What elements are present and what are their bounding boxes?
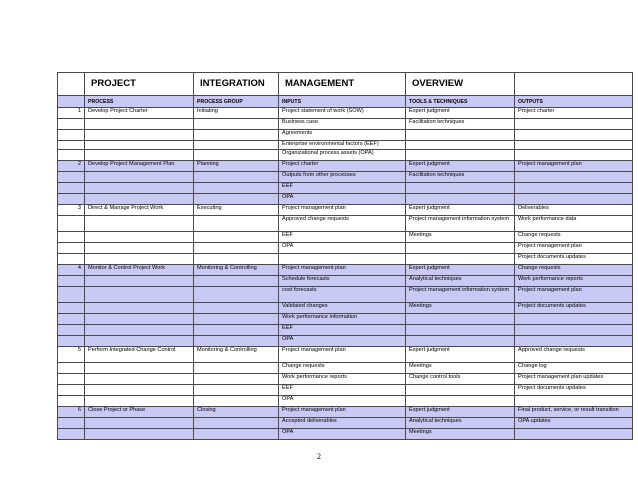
process-cell <box>85 150 194 161</box>
table-row <box>58 347 633 363</box>
table-row <box>58 108 633 119</box>
process-cell <box>85 216 194 232</box>
input-cell: OPA <box>279 336 406 347</box>
tool-cell <box>406 336 515 347</box>
process-group-cell <box>194 385 279 396</box>
table-row <box>58 325 633 336</box>
table-row <box>58 287 633 303</box>
tool-cell <box>406 396 515 407</box>
row-number <box>58 150 85 161</box>
process-cell: Monitor & Control Project Work <box>85 265 194 276</box>
table-row <box>58 216 633 232</box>
process-cell <box>85 363 194 374</box>
process-cell <box>85 418 194 429</box>
table-row <box>58 119 633 130</box>
table-row <box>58 429 633 440</box>
input-cell: Organizational process assets (OPA) <box>279 150 406 161</box>
column-header-process-group: PROCESS GROUP <box>194 96 279 108</box>
table-row <box>58 276 633 287</box>
row-number <box>58 418 85 429</box>
input-cell: Project management plan <box>279 205 406 216</box>
output-cell: Project charter <box>515 108 633 119</box>
table-row <box>58 418 633 429</box>
process-group-cell: Monitoring & Controlling <box>194 265 279 276</box>
output-cell <box>515 325 633 336</box>
process-cell <box>85 276 194 287</box>
process-cell <box>85 172 194 183</box>
tool-cell: Analytical techniques <box>406 418 515 429</box>
table-row <box>58 303 633 314</box>
row-number: 3 <box>58 205 85 216</box>
process-cell <box>85 314 194 325</box>
tool-cell: Project management information system <box>406 287 515 303</box>
tool-cell <box>406 130 515 141</box>
table-row <box>58 243 633 254</box>
output-cell <box>515 119 633 130</box>
process-group-cell <box>194 396 279 407</box>
input-cell: cost forecasts <box>279 287 406 303</box>
input-cell: EEF <box>279 183 406 194</box>
process-group-cell <box>194 141 279 150</box>
process-cell <box>85 303 194 314</box>
tool-cell <box>406 183 515 194</box>
process-group-cell: Planning <box>194 161 279 172</box>
input-cell: Accepted deliverables <box>279 418 406 429</box>
output-cell <box>515 183 633 194</box>
output-cell: Approved change requests <box>515 347 633 363</box>
row-number <box>58 336 85 347</box>
table-row <box>58 385 633 396</box>
process-cell <box>85 119 194 130</box>
tool-cell <box>406 254 515 265</box>
output-cell <box>515 141 633 150</box>
input-cell: OPA <box>279 429 406 440</box>
column-header-process: PROCESS <box>85 96 194 108</box>
process-group-cell <box>194 254 279 265</box>
table-row <box>58 336 633 347</box>
row-number <box>58 130 85 141</box>
row-number <box>58 325 85 336</box>
tool-cell: Expert judgment <box>406 161 515 172</box>
row-number: 5 <box>58 347 85 363</box>
tool-cell: Expert judgment <box>406 407 515 418</box>
tool-cell: Expert judgment <box>406 108 515 119</box>
row-number: 1 <box>58 108 85 119</box>
process-cell <box>85 429 194 440</box>
tool-cell <box>406 314 515 325</box>
process-cell <box>85 374 194 385</box>
row-number <box>58 314 85 325</box>
process-group-cell: Monitoring & Controlling <box>194 347 279 363</box>
process-group-cell <box>194 150 279 161</box>
process-group-cell: Closing <box>194 407 279 418</box>
row-number <box>58 141 85 150</box>
column-header-row <box>58 96 633 108</box>
tool-cell: Meetings <box>406 429 515 440</box>
tool-cell: Expert judgment <box>406 205 515 216</box>
tool-cell: Analytical techniques <box>406 276 515 287</box>
output-cell <box>515 336 633 347</box>
integration-overview-table <box>57 72 633 440</box>
process-group-cell <box>194 183 279 194</box>
input-cell: Project management plan <box>279 265 406 276</box>
tool-cell <box>406 325 515 336</box>
process-group-cell <box>194 429 279 440</box>
process-group-cell <box>194 194 279 205</box>
process-cell: Direct & Manage Project Work <box>85 205 194 216</box>
table-row <box>58 396 633 407</box>
process-group-cell <box>194 287 279 303</box>
header-corner-cell <box>58 96 85 108</box>
output-cell <box>515 429 633 440</box>
title-row <box>58 73 633 96</box>
row-number: 2 <box>58 161 85 172</box>
tool-cell: Expert judgment <box>406 265 515 276</box>
table-row <box>58 183 633 194</box>
input-cell <box>279 254 406 265</box>
table-row <box>58 314 633 325</box>
output-cell: Change requests <box>515 265 633 276</box>
tool-cell: Meetings <box>406 303 515 314</box>
input-cell: Validated changes <box>279 303 406 314</box>
title-cell <box>515 73 633 96</box>
row-number <box>58 232 85 243</box>
table-row <box>58 363 633 374</box>
output-cell: Change requests <box>515 232 633 243</box>
process-group-cell <box>194 172 279 183</box>
tool-cell: Facilitation techniques <box>406 172 515 183</box>
output-cell <box>515 314 633 325</box>
output-cell <box>515 130 633 141</box>
row-number <box>58 287 85 303</box>
title-cell: INTEGRATION <box>194 73 279 96</box>
output-cell: Project management plan <box>515 243 633 254</box>
title-cell: MANAGEMENT <box>279 73 406 96</box>
tool-cell <box>406 243 515 254</box>
row-number <box>58 183 85 194</box>
table-row <box>58 172 633 183</box>
process-cell <box>85 130 194 141</box>
output-cell: Project documents updates <box>515 385 633 396</box>
process-group-cell <box>194 216 279 232</box>
output-cell: Work performance reports <box>515 276 633 287</box>
column-header-outputs: OUTPUTS <box>515 96 633 108</box>
process-group-cell <box>194 232 279 243</box>
row-number <box>58 194 85 205</box>
input-cell: EEF <box>279 232 406 243</box>
input-cell: Outputs from other processes <box>279 172 406 183</box>
process-cell <box>85 325 194 336</box>
tool-cell: Facilitation techniques <box>406 119 515 130</box>
process-cell: Develop Project Charter <box>85 108 194 119</box>
process-cell <box>85 287 194 303</box>
process-cell: Close Project or Phase <box>85 407 194 418</box>
output-cell: Project management plan <box>515 287 633 303</box>
tool-cell: Change control tools <box>406 374 515 385</box>
table-row <box>58 150 633 161</box>
row-number <box>58 429 85 440</box>
table-row <box>58 374 633 385</box>
process-group-cell <box>194 276 279 287</box>
output-cell: Final product, service, or result transition <box>515 407 633 418</box>
process-cell <box>85 254 194 265</box>
table-row <box>58 254 633 265</box>
input-cell: Project management plan <box>279 407 406 418</box>
output-cell: Deliverables <box>515 205 633 216</box>
table-row <box>58 265 633 276</box>
process-group-cell <box>194 243 279 254</box>
tool-cell: Meetings <box>406 363 515 374</box>
output-cell: Project management plan <box>515 161 633 172</box>
process-group-cell <box>194 336 279 347</box>
output-cell <box>515 396 633 407</box>
table-row <box>58 232 633 243</box>
output-cell: Project documents updates <box>515 254 633 265</box>
output-cell: Work performance data <box>515 216 633 232</box>
row-number <box>58 303 85 314</box>
process-cell: Develop Project Management Plan <box>85 161 194 172</box>
input-cell: Approved change requests <box>279 216 406 232</box>
process-cell <box>85 183 194 194</box>
input-cell: Project management plan <box>279 347 406 363</box>
tool-cell: Expert judgment <box>406 347 515 363</box>
process-cell <box>85 243 194 254</box>
output-cell <box>515 194 633 205</box>
table-row <box>58 161 633 172</box>
input-cell: Change requests <box>279 363 406 374</box>
row-number: 6 <box>58 407 85 418</box>
process-group-cell <box>194 130 279 141</box>
tool-cell <box>406 194 515 205</box>
process-cell <box>85 232 194 243</box>
table-row <box>58 141 633 150</box>
title-cell: OVERVIEW <box>406 73 515 96</box>
input-cell: OPA <box>279 396 406 407</box>
tool-cell: Meetings <box>406 232 515 243</box>
row-number <box>58 216 85 232</box>
input-cell: Project charter <box>279 161 406 172</box>
input-cell: OPA <box>279 194 406 205</box>
process-group-cell <box>194 303 279 314</box>
input-cell: Work performance reports <box>279 374 406 385</box>
process-group-cell <box>194 374 279 385</box>
input-cell: Enterprise environmental factors (EEF) <box>279 141 406 150</box>
column-header-tools: TOOLS & TECHNIQUES <box>406 96 515 108</box>
tool-cell <box>406 150 515 161</box>
output-cell <box>515 172 633 183</box>
output-cell: Project documents updates <box>515 303 633 314</box>
input-cell: Business case <box>279 119 406 130</box>
process-group-cell <box>194 119 279 130</box>
input-cell: EEF <box>279 325 406 336</box>
input-cell: Agreements <box>279 130 406 141</box>
row-number <box>58 254 85 265</box>
title-cell: PROJECT <box>85 73 194 96</box>
process-cell: Perform Integrated Change Control <box>85 347 194 363</box>
process-cell <box>85 194 194 205</box>
process-cell <box>85 141 194 150</box>
process-group-cell <box>194 363 279 374</box>
row-number <box>58 172 85 183</box>
input-cell: Project statement of work (SOW) <box>279 108 406 119</box>
page-number: 2 <box>317 452 321 461</box>
process-cell <box>85 385 194 396</box>
table-row <box>58 130 633 141</box>
process-group-cell: Initiating <box>194 108 279 119</box>
row-number <box>58 374 85 385</box>
tool-cell <box>406 141 515 150</box>
row-number <box>58 363 85 374</box>
process-group-cell <box>194 314 279 325</box>
process-cell <box>85 396 194 407</box>
input-cell: Work performance information <box>279 314 406 325</box>
process-group-cell <box>194 418 279 429</box>
input-cell: EEF <box>279 385 406 396</box>
process-group-cell <box>194 325 279 336</box>
row-number <box>58 396 85 407</box>
title-corner-cell <box>58 73 85 96</box>
tool-cell: Project management information system <box>406 216 515 232</box>
table-row <box>58 205 633 216</box>
tool-cell <box>406 385 515 396</box>
output-cell: Change log <box>515 363 633 374</box>
input-cell: Schedule forecasts <box>279 276 406 287</box>
output-cell <box>515 150 633 161</box>
row-number <box>58 276 85 287</box>
column-header-inputs: INPUTS <box>279 96 406 108</box>
table-row <box>58 194 633 205</box>
row-number <box>58 385 85 396</box>
row-number <box>58 243 85 254</box>
row-number <box>58 119 85 130</box>
input-cell: OPA <box>279 243 406 254</box>
table-row <box>58 407 633 418</box>
process-group-cell: Executing <box>194 205 279 216</box>
row-number: 4 <box>58 265 85 276</box>
process-cell <box>85 336 194 347</box>
output-cell: Project management plan updates <box>515 374 633 385</box>
output-cell: OPA updates <box>515 418 633 429</box>
